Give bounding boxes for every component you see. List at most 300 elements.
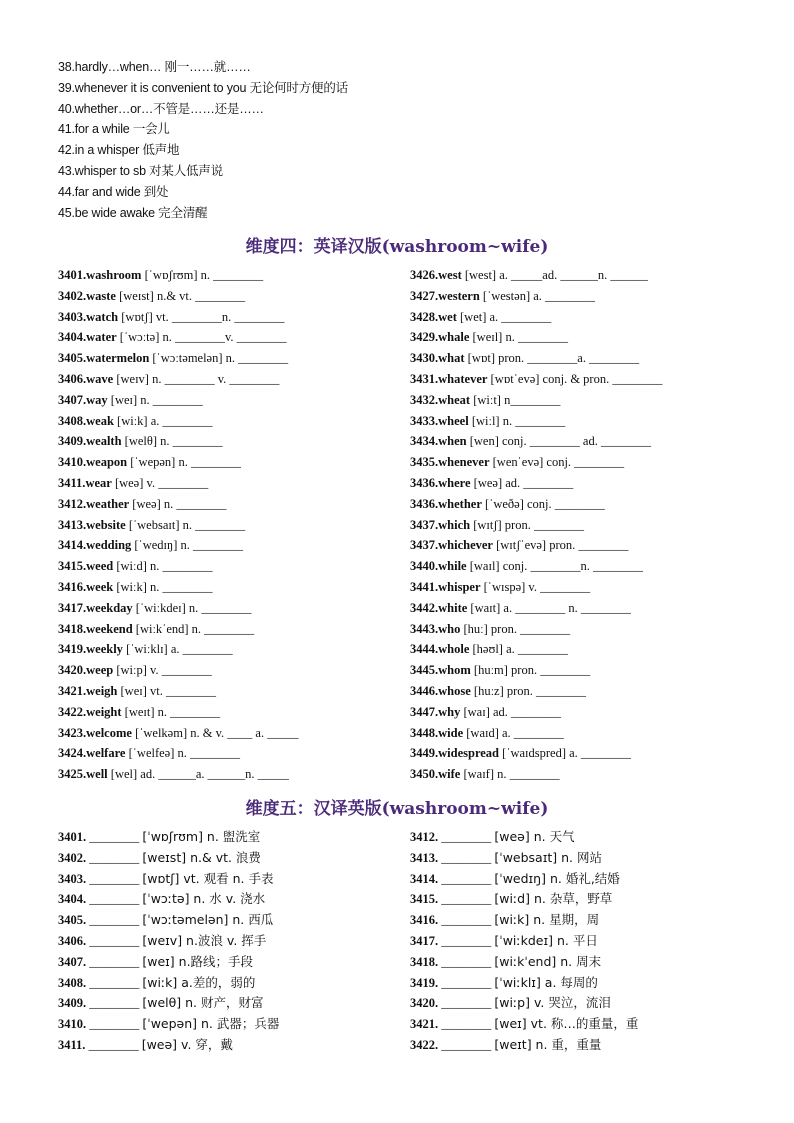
entry-number: 3414. (58, 538, 87, 553)
entry-word: wealth (86, 434, 122, 449)
answer-blank[interactable]: ________ (86, 1017, 143, 1032)
vocab-row (410, 369, 760, 390)
vocab-row (410, 598, 760, 619)
entry-number: 3409. (58, 996, 87, 1011)
entry-phonetic-and-blanks: [weə] v. ________ (111, 475, 209, 490)
vocab-row (58, 286, 408, 307)
entry-number: 3419. (58, 642, 87, 657)
entry-phonetic-and-blanks: [weɪ] vt. ________ (117, 683, 216, 698)
entry-word: week (86, 579, 114, 594)
entry-number: 3401. (58, 830, 87, 844)
entry-word: when (438, 434, 467, 449)
vocab-row (410, 743, 760, 764)
entry-number: 3414. (410, 871, 439, 886)
entry-number: 3424. (58, 746, 87, 761)
entry-word: wife (438, 767, 461, 782)
answer-blank[interactable]: ________ (438, 871, 495, 886)
entry-number: 3413. (58, 517, 87, 532)
vocab-row (58, 515, 408, 536)
entry-phonetic-and-meaning: [ˈwɔːtəmelən] n. 西瓜 (142, 912, 274, 928)
entry-phonetic-and-meaning: [ˈwiːklɪ] a. 每周的 (494, 974, 598, 990)
entry-phonetic-and-blanks: [weɪl] n. ________ (469, 330, 568, 345)
entry-number: 3443. (410, 621, 439, 636)
entry-phonetic-and-blanks: [huːz] pron. ________ (470, 683, 587, 698)
entry-phonetic-and-blanks: [waɪl] conj. ________n. ________ (466, 559, 643, 574)
entry-number: 3433. (410, 413, 439, 428)
entry-phonetic-and-blanks: [ˈwestən] a. ________ (479, 288, 596, 303)
phrase-item: 41.for a while 一会儿 (58, 122, 170, 137)
vocab-row (58, 660, 408, 681)
vocab-row (58, 743, 408, 764)
entry-phonetic-and-meaning: [ˈwɒʃrʊm] n. 盥洗室 (142, 829, 261, 844)
answer-blank[interactable]: ________ (86, 933, 143, 948)
vocab-row (410, 973, 760, 994)
vocab-row (410, 390, 760, 411)
entry-number: 3442. (410, 600, 439, 615)
phrase-item: 40.whether…or…不管是……还是…… (58, 101, 264, 116)
vocab-row (410, 452, 760, 473)
entry-phonetic-and-blanks: [wiːl] n. ________ (468, 413, 566, 428)
answer-blank[interactable]: ________ (438, 892, 495, 907)
vocab-row (58, 619, 408, 640)
entry-phonetic-and-meaning: [weɪv] n.波浪 v. 挥手 (142, 932, 267, 948)
entry-word: weekly (86, 642, 123, 657)
entry-phonetic-and-blanks: [waɪt] a. ________ n. ________ (467, 600, 631, 615)
entry-number: 3437. (410, 538, 439, 553)
entry-word: weigh (86, 683, 118, 698)
vocab-row (410, 827, 760, 848)
vocab-row (410, 639, 760, 660)
entry-phonetic-and-blanks: [weɪt] n. ________ (121, 704, 221, 719)
answer-blank[interactable]: ________ (438, 850, 495, 865)
entry-word: whatever (438, 371, 488, 386)
section5-title: 维度五：汉译英版(washroom~wife) (245, 799, 549, 819)
entry-phonetic-and-blanks: [weə] n. ________ (129, 496, 227, 511)
entry-phonetic-and-blanks: [ˈwiːklɪ] a. ________ (122, 642, 233, 657)
entry-number: 3427. (410, 288, 439, 303)
entry-number: 3449. (410, 746, 439, 761)
entry-word: why (438, 704, 461, 719)
vocab-row (58, 473, 408, 494)
entry-number: 3411. (58, 475, 86, 490)
entry-phonetic-and-blanks: [welθ] n. ________ (121, 434, 223, 449)
entry-number: 3412. (58, 496, 87, 511)
entry-phonetic-and-meaning: [wiːd] n. 杂草，野草 (494, 891, 613, 907)
entry-phonetic-and-meaning: [ˈwebsaɪt] n. 网站 (494, 849, 602, 865)
entry-phonetic-and-meaning: [wiːk] a.差的，弱的 (142, 974, 256, 990)
vocab-row (410, 1014, 760, 1035)
entry-word: weight (86, 704, 122, 719)
answer-blank[interactable]: ________ (86, 954, 143, 969)
vocab-row (410, 869, 760, 890)
entry-word: wheel (438, 413, 469, 428)
entry-number: 3410. (58, 455, 87, 470)
entry-phonetic-and-blanks: [weɪv] n. ________ v. ________ (113, 371, 280, 386)
entry-word: welcome (86, 725, 132, 740)
answer-blank[interactable]: ________ (86, 996, 143, 1011)
vocab-row (58, 369, 408, 390)
entry-phonetic-and-blanks: [ˈwebsaɪt] n. ________ (125, 517, 246, 532)
section4-right-column (410, 265, 760, 785)
entry-number: 3431. (410, 371, 439, 386)
entry-number: 3450. (410, 767, 439, 782)
entry-phonetic-and-blanks: [huː] pron. ________ (460, 621, 571, 636)
entry-phonetic-and-blanks: [ˈwepən] n. ________ (127, 455, 241, 470)
entry-number: 3432. (410, 392, 439, 407)
vocab-row (58, 723, 408, 744)
entry-number: 3437. (410, 517, 439, 532)
entry-word: wedding (86, 538, 132, 553)
entry-number: 3448. (410, 725, 439, 740)
phrase-item: 44.far and wide 到处 (58, 184, 169, 199)
vocab-row (58, 431, 408, 452)
vocab-row (58, 535, 408, 556)
vocab-row (58, 452, 408, 473)
entry-number: 3419. (410, 975, 439, 990)
vocab-row (410, 681, 760, 702)
entry-phonetic-and-blanks: [wiːd] n. ________ (113, 559, 213, 574)
vocab-row (58, 827, 408, 848)
answer-blank[interactable]: ________ (438, 830, 495, 844)
entry-phonetic-and-blanks: [wɒtʃ] vt. ________n. ________ (118, 309, 285, 324)
entry-phonetic-and-blanks: [huːm] pron. ________ (470, 663, 591, 678)
entry-number: 3429. (410, 330, 439, 345)
answer-blank[interactable]: ________ (438, 933, 495, 948)
answer-blank[interactable]: ________ (85, 1037, 142, 1052)
vocab-row (410, 889, 760, 910)
entry-number: 3404. (58, 330, 87, 345)
entry-word: wide (438, 725, 464, 740)
entry-number: 3445. (410, 663, 439, 678)
entry-word: whom (438, 663, 471, 678)
entry-word: whisper (438, 579, 481, 594)
answer-blank[interactable]: ________ (438, 954, 495, 969)
vocab-row (58, 494, 408, 515)
vocab-row (410, 660, 760, 681)
entry-word: white (438, 600, 468, 615)
entry-word: whenever (438, 455, 490, 470)
phrase-item: 39.whenever it is convenient to you 无论何时方便的话 (58, 80, 348, 95)
entry-number: 3411. (58, 1037, 86, 1052)
section4-left-column (58, 265, 408, 785)
entry-phonetic-and-meaning: [wiːk] n. 星期，周 (494, 912, 600, 928)
entry-word: waste (86, 288, 116, 303)
entry-number: 3436. (410, 475, 439, 490)
entry-phonetic-and-blanks: [ˈwaɪdspred] a. ________ (499, 746, 631, 761)
entry-phonetic-and-blanks: [ˈwelkəm] n. & v. ____ a. _____ (131, 725, 299, 740)
vocab-row (410, 952, 760, 973)
entry-phonetic-and-blanks: [wenˈevə] conj. ________ (489, 455, 625, 470)
entry-word: western (438, 288, 480, 303)
entry-number: 3441. (410, 579, 439, 594)
entry-word: while (438, 559, 467, 574)
entry-phonetic-and-blanks: [weɪst] n.& vt. ________ (115, 288, 246, 303)
entry-number: 3435. (410, 455, 439, 470)
entry-word: who (438, 621, 461, 636)
entry-word: way (86, 392, 108, 407)
entry-number: 3420. (58, 663, 87, 678)
vocab-row (58, 577, 408, 598)
entry-word: weed (86, 559, 114, 574)
entry-phonetic-and-meaning: [ˈwedɪŋ] n. 婚礼,结婚 (494, 870, 620, 886)
entry-phonetic-and-blanks: [wiːk] n. ________ (113, 579, 213, 594)
vocab-row (58, 265, 408, 286)
entry-word: wear (85, 475, 112, 490)
entry-phonetic-and-blanks: [wiːk] a. ________ (113, 413, 213, 428)
answer-blank[interactable]: ________ (86, 830, 143, 844)
vocab-row (410, 556, 760, 577)
phrase-item: 38.hardly…when… 刚一……就…… (58, 60, 251, 74)
entry-number: 3404. (58, 892, 87, 907)
entry-number: 3421. (410, 1017, 439, 1032)
entry-phonetic-and-blanks: [ˈwiːkdeɪ] n. ________ (132, 600, 252, 615)
entry-number: 3434. (410, 434, 439, 449)
entry-number: 3408. (58, 975, 87, 990)
entry-word: weep (86, 663, 114, 678)
entry-number: 3405. (58, 913, 87, 928)
entry-number: 3402. (58, 850, 87, 865)
entry-word: whether (438, 496, 482, 511)
entry-number: 3422. (58, 704, 87, 719)
vocab-row (58, 993, 408, 1014)
entry-number: 3415. (410, 892, 439, 907)
entry-word: west (438, 268, 462, 282)
vocab-row (58, 1014, 408, 1035)
vocab-row (410, 265, 760, 286)
vocab-row (410, 431, 760, 452)
entry-phonetic-and-blanks: [wiːkˈend] n. ________ (132, 621, 255, 636)
entry-phonetic-and-blanks: [wiːp] v. ________ (113, 663, 212, 678)
vocab-row (410, 764, 760, 785)
entry-phonetic-and-meaning: [ˈwɔːtə] n. 水 v. 浇水 (142, 891, 266, 907)
entry-number: 3413. (410, 850, 439, 865)
entry-number: 3447. (410, 704, 439, 719)
entry-phonetic-and-blanks: [ˈwelfeə] n. ________ (125, 746, 241, 761)
vocab-row (58, 931, 408, 952)
vocab-row (410, 993, 760, 1014)
entry-phonetic-and-meaning: [weɪ] n.路线；手段 (142, 953, 254, 969)
answer-blank[interactable]: ________ (86, 975, 143, 990)
entry-number: 3416. (58, 579, 87, 594)
entry-number: 3409. (58, 434, 87, 449)
entry-number: 3407. (58, 954, 87, 969)
entry-word: weak (86, 413, 114, 428)
entry-number: 3401. (58, 268, 87, 282)
entry-number: 3418. (58, 621, 87, 636)
entry-number: 3408. (58, 413, 87, 428)
entry-phonetic-and-blanks: [ˈweðə] conj. ________ (481, 496, 605, 511)
vocab-row (58, 307, 408, 328)
entry-number: 3421. (58, 683, 87, 698)
entry-word: weekday (86, 600, 133, 615)
answer-blank[interactable]: ________ (86, 850, 143, 865)
entry-phonetic-and-blanks: [wɪtʃ] pron. ________ (470, 517, 584, 532)
section5-left-column (58, 827, 408, 1056)
vocab-row (58, 973, 408, 994)
vocab-row (58, 764, 408, 785)
entry-number: 3406. (58, 933, 87, 948)
vocab-row (58, 348, 408, 369)
entry-phonetic-and-blanks: [west] a. _____ad. ______n. ______ (461, 268, 648, 282)
entry-word: welfare (86, 746, 126, 761)
vocab-row (58, 869, 408, 890)
vocab-row (58, 327, 408, 348)
vocab-row (410, 702, 760, 723)
entry-word: weather (86, 496, 130, 511)
entry-number: 3428. (410, 309, 439, 324)
entry-phonetic-and-blanks: [ˈwɔːtəmelən] n. ________ (149, 351, 289, 366)
answer-blank[interactable]: ________ (438, 1037, 495, 1052)
entry-word: watermelon (86, 351, 150, 366)
entry-phonetic-and-blanks: [wɒtˈevə] conj. & pron. ________ (487, 371, 663, 386)
entry-phonetic-and-blanks: [wel] ad. ______a. ______n. _____ (107, 767, 289, 782)
phrase-item: 42.in a whisper 低声地 (58, 143, 180, 158)
entry-number: 3415. (58, 559, 87, 574)
vocab-row (410, 910, 760, 931)
entry-word: water (86, 330, 117, 345)
entry-word: watch (86, 309, 119, 324)
vocab-row (410, 577, 760, 598)
entry-phonetic-and-blanks: [ˈwedɪŋ] n. ________ (131, 538, 243, 553)
answer-blank[interactable]: ________ (86, 913, 143, 928)
entry-phonetic-and-blanks: [ˈwɔːtə] n. ________v. ________ (116, 330, 287, 345)
vocab-row (410, 307, 760, 328)
entry-phonetic-and-meaning: [ˈwiːkdeɪ] n. 平日 (494, 932, 598, 948)
entry-number: 3410. (58, 1017, 87, 1032)
entry-phonetic-and-meaning: [wɒtʃ] vt. 观看 n. 手表 (142, 870, 274, 886)
entry-number: 3436. (410, 496, 439, 511)
vocab-row (410, 473, 760, 494)
vocab-row (410, 723, 760, 744)
entry-number: 3420. (410, 996, 439, 1011)
entry-word: weekend (86, 621, 133, 636)
entry-number: 3405. (58, 351, 87, 366)
entry-number: 3407. (58, 392, 87, 407)
entry-number: 3426. (410, 268, 439, 282)
entry-word: what (438, 351, 465, 366)
entry-number: 3417. (58, 600, 87, 615)
entry-number: 3440. (410, 559, 439, 574)
vocab-row (58, 556, 408, 577)
entry-number: 3430. (410, 351, 439, 366)
phrase-list (58, 57, 758, 223)
entry-phonetic-and-blanks: [ˈwɪspə] v. ________ (480, 579, 591, 594)
entry-phonetic-and-blanks: [waɪf] n. ________ (460, 767, 560, 782)
entry-phonetic-and-meaning: [weə] n. 天气 (494, 829, 575, 844)
entry-phonetic-and-meaning: [weɪt] n. 重，重量 (494, 1036, 602, 1052)
entry-word: well (86, 767, 108, 782)
entry-phonetic-and-blanks: [ˈwɒʃrʊm] n. ________ (141, 268, 264, 282)
entry-phonetic-and-blanks: [weɪ] n. ________ (107, 392, 203, 407)
entry-number: 3406. (58, 371, 87, 386)
entry-number: 3417. (410, 933, 439, 948)
vocab-row (58, 910, 408, 931)
entry-word: wheat (438, 392, 471, 407)
vocab-row (58, 1035, 408, 1056)
answer-blank[interactable]: ________ (438, 913, 495, 928)
entry-word: whichever (438, 538, 493, 553)
entry-word: washroom (86, 268, 142, 282)
entry-word: which (438, 517, 471, 532)
entry-number: 3425. (58, 767, 87, 782)
vocab-row (410, 327, 760, 348)
entry-number: 3418. (410, 954, 439, 969)
entry-word: wet (438, 309, 457, 324)
entry-number: 3423. (58, 725, 87, 740)
answer-blank[interactable]: ________ (86, 871, 143, 886)
entry-phonetic-and-blanks: [wen] conj. ________ ad. ________ (466, 434, 651, 449)
vocab-row (410, 848, 760, 869)
vocab-row (58, 598, 408, 619)
vocab-row (58, 681, 408, 702)
entry-phonetic-and-meaning: [wiːp] v. 哭泣，流泪 (494, 995, 611, 1011)
entry-number: 3402. (58, 288, 87, 303)
vocab-row (58, 702, 408, 723)
entry-phonetic-and-blanks: [waɪ] ad. ________ (460, 704, 562, 719)
entry-phonetic-and-blanks: [wet] a. ________ (456, 309, 552, 324)
entry-number: 3416. (410, 913, 439, 928)
entry-phonetic-and-blanks: [waɪd] a. ________ (463, 725, 564, 740)
entry-number: 3446. (410, 683, 439, 698)
vocab-row (410, 348, 760, 369)
entry-phonetic-and-blanks: [wɒt] pron. ________a. ________ (464, 351, 640, 366)
entry-number: 3412. (410, 830, 439, 844)
entry-word: widespread (438, 746, 500, 761)
entry-phonetic-and-meaning: [weə] v. 穿，戴 (141, 1036, 233, 1052)
vocab-row (410, 515, 760, 536)
vocab-row (410, 411, 760, 432)
answer-blank[interactable]: ________ (438, 975, 495, 990)
vocab-row (58, 390, 408, 411)
vocab-row (410, 535, 760, 556)
entry-word: whole (438, 642, 470, 657)
entry-word: website (86, 517, 126, 532)
entry-number: 3422. (410, 1037, 439, 1052)
entry-phonetic-and-blanks: [wiːt] n________ (470, 392, 561, 407)
vocab-row (410, 286, 760, 307)
entry-word: where (438, 475, 471, 490)
entry-phonetic-and-meaning: [weɪst] n.& vt. 浪费 (142, 849, 261, 865)
answer-blank[interactable]: ________ (438, 996, 495, 1011)
entry-word: whale (438, 330, 470, 345)
vocab-row (58, 889, 408, 910)
entry-phonetic-and-meaning: [wiːkˈend] n. 周末 (494, 953, 602, 969)
entry-phonetic-and-meaning: [weɪ] vt. 称…的重量，重 (494, 1016, 639, 1032)
section4-title: 维度四：英译汉版(washroom~wife) (245, 237, 549, 257)
entry-word: weapon (86, 455, 128, 470)
vocab-row (58, 952, 408, 973)
vocab-row (410, 1035, 760, 1056)
vocab-row (410, 494, 760, 515)
answer-blank[interactable]: ________ (438, 1017, 495, 1032)
entry-number: 3444. (410, 642, 439, 657)
vocab-row (58, 411, 408, 432)
answer-blank[interactable]: ________ (86, 892, 143, 907)
vocab-row (410, 931, 760, 952)
entry-phonetic-and-meaning: [welθ] n. 财产，财富 (142, 995, 264, 1011)
vocab-row (410, 619, 760, 640)
entry-word: wave (86, 371, 114, 386)
entry-phonetic-and-meaning: [ˈwepən] n. 武器；兵器 (142, 1016, 280, 1032)
vocab-row (58, 848, 408, 869)
vocab-row (58, 639, 408, 660)
entry-phonetic-and-blanks: [həʊl] a. ________ (469, 642, 568, 657)
entry-phonetic-and-blanks: [weə] ad. ________ (470, 475, 574, 490)
phrase-item: 45.be wide awake 完全清醒 (58, 205, 208, 220)
section5-right-column (410, 827, 760, 1056)
entry-word: whose (438, 683, 471, 698)
entry-number: 3403. (58, 871, 87, 886)
